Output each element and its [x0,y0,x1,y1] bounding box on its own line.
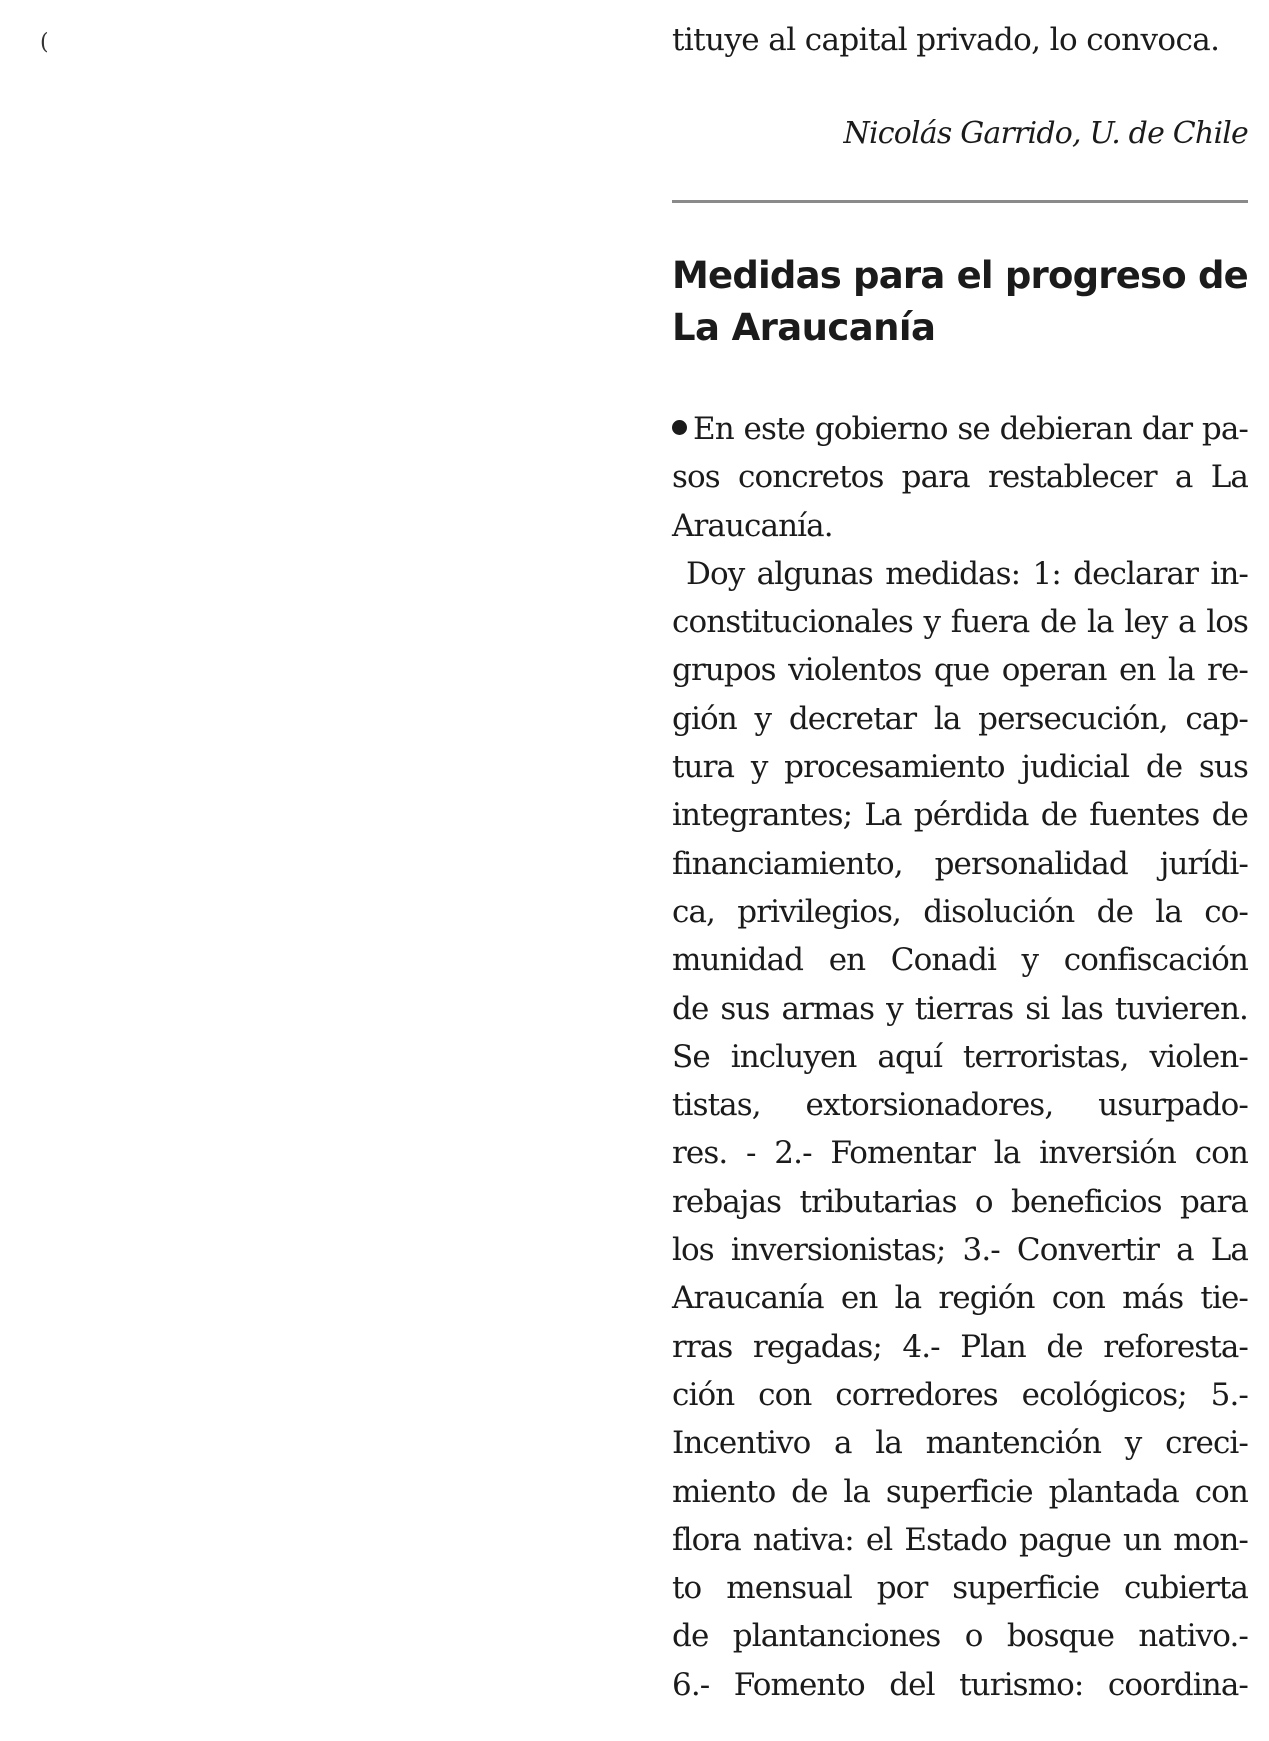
body-line: flora nativa: el Estado pague un mon- [672,1521,1248,1558]
body-line: ca, privilegios, disolución de la co- [672,893,1248,930]
body-line: tura y procesamiento judicial de sus [672,749,1248,786]
bullet-icon [672,420,687,435]
body-line: Doy algunas medidas: 1: declarar in- [686,555,1248,592]
body-line: financiamiento, personalidad jurídi- [672,845,1248,882]
article-body [672,405,1248,1709]
margin-mark: ( [40,30,49,55]
body-line: Se incluyen aquí terroristas, violen- [672,1038,1248,1075]
body-line: tistas, extorsionadores, usurpado- [672,1087,1248,1124]
headline-line: Medidas para el progreso de [672,254,1248,297]
body-line: sos concretos para restablecer a La [672,459,1248,496]
body-line: Incentivo a la mantención y creci- [672,1425,1248,1462]
body-line: rebajas tributarias o beneficios para [672,1183,1248,1220]
body-line: integrantes; La pérdida de fuentes de [672,797,1248,834]
article-headline [672,250,1248,354]
body-line: res. - 2.- Fomentar la inversión con [672,1135,1248,1172]
body-line: ción con corredores ecológicos; 5.- [672,1376,1248,1413]
body-line: los inversionistas; 3.- Convertir a La [672,1232,1248,1269]
body-line: constitucionales y fuera de la ley a los [672,604,1248,641]
previous-letter-ending: tituye al capital privado, lo convoca. [672,22,1220,58]
body-line: de plantanciones o bosque nativo.- [672,1618,1248,1655]
body-line: Araucanía. [672,507,833,544]
body-line: to mensual por superficie cubierta [672,1570,1248,1607]
body-line [672,405,1248,453]
body-line: rras regadas; 4.- Plan de reforesta- [672,1328,1248,1365]
section-divider [672,200,1248,203]
body-line: miento de la superficie plantada con [672,1473,1248,1510]
body-line: gión y decretar la persecución, cap- [672,700,1248,737]
body-line: 6.- Fomento del turismo: coordina- [672,1666,1248,1703]
body-line: de sus armas y tierras si las tuvieren. [672,990,1248,1027]
body-line: grupos violentos que operan en la re- [672,652,1248,689]
body-line: Araucanía en la región con más tie- [672,1280,1248,1317]
headline-line: La Araucanía [672,306,936,349]
previous-letter-signature: Nicolás Garrido, U. de Chile [843,116,1248,151]
body-line: munidad en Conadi y confiscación [672,942,1248,979]
body-line-text: En este gobierno se debieran dar pa- [693,411,1248,447]
